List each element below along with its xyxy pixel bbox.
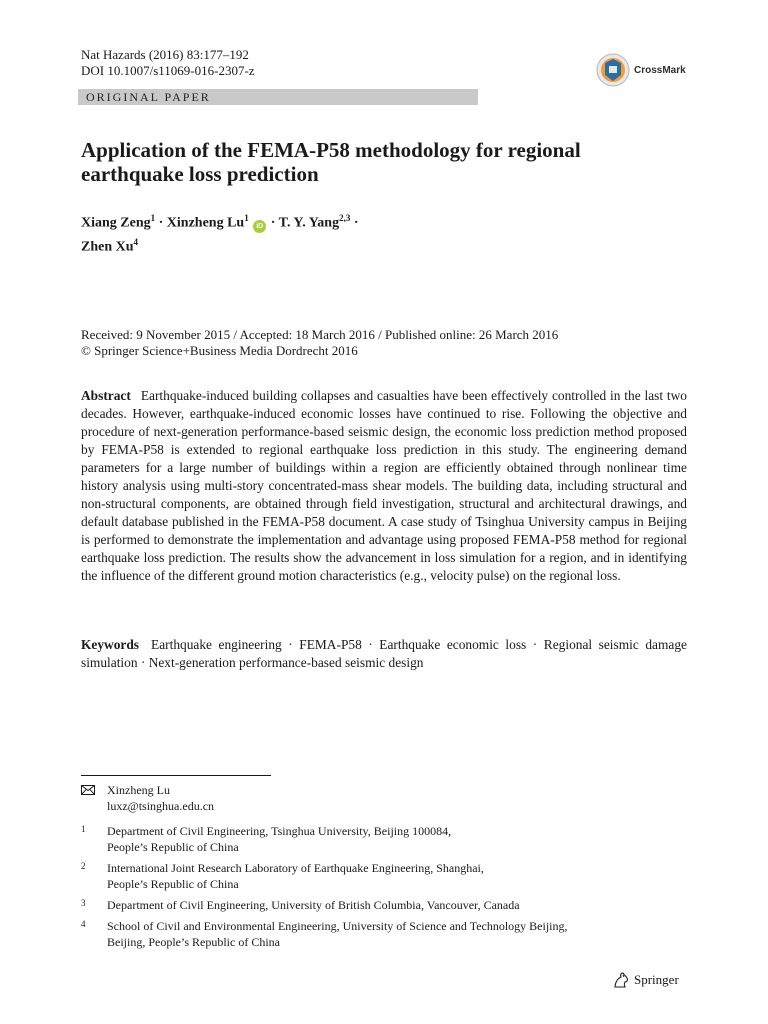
paper-title — [81, 138, 691, 186]
author-line — [81, 209, 681, 233]
footnote-divider — [81, 775, 271, 776]
author-separator: · — [270, 215, 276, 231]
affiliation-line: Department of Civil Engineering, Tsinghua University, Beijing 100084, — [107, 824, 452, 838]
affiliation-line: School of Civil and Environmental Engineering, University of Science and Technology Beijing, — [107, 919, 568, 933]
author-affil-sup: 2,3 — [339, 213, 351, 223]
title-line: earthquake loss prediction — [81, 162, 319, 186]
affiliation-line: People’s Republic of China — [107, 877, 239, 891]
abstract-text: Earthquake-induced building collapses and casualties have been effectively controlled in the last two decades. However, earthquake-induced economic losses have continued to rise. Following the objective and procedure of next-generation performance-based seismic design, the economic loss prediction method proposed by FEMA-P58 is extended to regional earthquake loss prediction in this study. The engineering demand parameters for a large number of buildings within a region are efficiently obtained through nonlinear time history analysis using multi-story concentrated-mass shear models. The building data, including structural and non-structural components, are obtained through field investigation, structural and architectural drawings, and default database published in the FEMA-P58 document. A case study of Tsinghua University campus in Beijing is performed to demonstrate the implementation and advantage using proposed FEMA-P58 method for regional earthquake loss prediction. The results show the advancement in loss simulation for a region, and in identifying the influence of the different ground motion characteristics (e.g., velocity pulse) on the regional loss. — [81, 388, 687, 583]
author-list — [81, 209, 681, 256]
keywords-text: Earthquake engineering · FEMA-P58 · Earthquake economic loss · Regional seismic damage simulation · Next-generation performance-based seismic design — [81, 637, 687, 670]
affiliation-number: 1 — [81, 824, 86, 834]
author-separator: · — [353, 215, 359, 231]
author-name[interactable]: Zhen Xu — [81, 239, 134, 255]
author-affil-sup: 1 — [150, 213, 156, 223]
affiliation-line: International Joint Research Laboratory of Earthquake Engineering, Shanghai, — [107, 861, 484, 875]
envelope-icon — [81, 785, 95, 795]
author-line — [81, 233, 681, 257]
springer-horse-icon — [612, 972, 630, 988]
author-name[interactable]: T. Y. Yang — [278, 215, 340, 231]
publication-history — [81, 327, 558, 359]
title-line: Application of the FEMA-P58 methodology for regional — [81, 138, 581, 162]
orcid-icon[interactable]: iD — [253, 220, 266, 233]
affiliation-number: 3 — [81, 898, 86, 908]
keywords-heading: Keywords — [81, 637, 140, 652]
doi-line[interactable]: DOI 10.1007/s11069-016-2307-z — [81, 63, 255, 78]
author-affil-sup: 4 — [133, 236, 139, 247]
publisher-logo — [612, 972, 679, 988]
affiliation-line: Beijing, People’s Republic of China — [107, 935, 280, 949]
abstract-block — [81, 387, 687, 585]
dates-line: Received: 9 November 2015 / Accepted: 18 March 2016 / Published online: 26 March 2016 — [81, 327, 559, 342]
crossmark-label: CrossMark — [634, 64, 686, 76]
journal-line: Nat Hazards (2016) 83:177–192 — [81, 47, 249, 62]
affiliation-line: People’s Republic of China — [107, 840, 239, 854]
author-name[interactable]: Xinzheng Lu — [166, 215, 245, 231]
corresponding-author-email[interactable]: luxz@tsinghua.edu.cn — [107, 799, 215, 813]
crossmark-icon — [596, 53, 630, 87]
section-bar — [78, 89, 478, 105]
keywords-block — [81, 636, 687, 672]
journal-citation — [81, 47, 255, 79]
affiliation-line: Department of Civil Engineering, University of British Columbia, Vancouver, Canada — [107, 898, 520, 912]
author-name[interactable]: Xiang Zeng — [81, 215, 151, 231]
affiliation-number: 2 — [81, 861, 86, 871]
abstract-heading: Abstract — [81, 388, 131, 403]
author-affil-sup: 1 — [244, 213, 249, 223]
affiliation-number: 4 — [81, 919, 86, 929]
publisher-name: Springer — [634, 972, 679, 987]
corresponding-author-name: Xinzheng Lu — [107, 783, 170, 797]
author-separator: · — [158, 215, 164, 231]
copyright-line: © Springer Science+Business Media Dordrecht 2016 — [81, 343, 358, 358]
section-label: ORIGINAL PAPER — [86, 90, 211, 104]
crossmark-badge[interactable] — [596, 53, 686, 87]
